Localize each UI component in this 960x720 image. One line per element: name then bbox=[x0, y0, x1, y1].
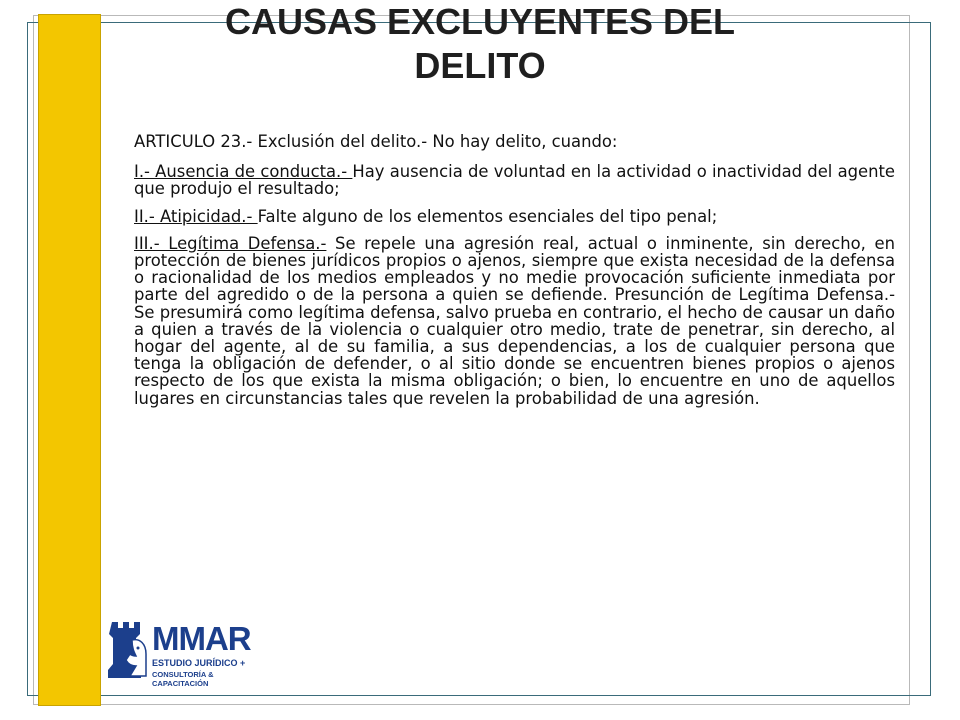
article-item-1-text: Hay ausencia de voluntad en la actividad o inactividad del agente que produjo el resultado; bbox=[134, 162, 895, 199]
logo-tagline-1: ESTUDIO JURÍDICO + bbox=[152, 658, 246, 668]
article-item-3-text: Se repele una agresión real, actual o inminente, sin derecho, en protección de bienes jurídicos propios o ajenos, siempre que exista necesidad de la defensa o racionalidad de los medios empleados y no medie provocación suficiente inmediata por parte del agredido o de la persona a quien se defiende. Presunción de Legítima Defensa.- Se presumirá como legítima defensa, salvo prueba en contrario, el hecho de causar un daño a quien a través de la violencia o cualquier otro medio, trate de penetrar, sin derecho, al hogar del agente, al de su familia, a sus dependencias, a los de cualquier persona que tenga la obligación de defender, o al sitio donde se encuentren bienes propios o ajenos respecto de los que exista la misma obligación; o bien, lo encuentre en uno de aquellos lugares en circunstancias tales que revelen la probabilidad de una agresión. bbox=[134, 233, 895, 408]
article-item-2-text: Falte alguno de los elementos esenciales del tipo penal; bbox=[257, 206, 718, 226]
article-body bbox=[134, 133, 895, 417]
slide-title-line2: DELITO bbox=[414, 45, 546, 86]
article-item-2-label: II.- Atipicidad.- bbox=[134, 206, 258, 226]
article-item-3-label: III.- Legítima Defensa.- bbox=[134, 233, 327, 253]
article-item-1-label: I.- Ausencia de conducta.- bbox=[134, 162, 353, 182]
slide-title bbox=[150, 0, 810, 88]
accent-side-bar bbox=[38, 14, 101, 706]
article-item-2 bbox=[134, 208, 895, 225]
article-item-3 bbox=[134, 235, 895, 407]
article-intro: ARTICULO 23.- Exclusión del delito.- No hay delito, cuando: bbox=[134, 132, 618, 151]
chess-rook-knight-icon bbox=[108, 620, 152, 686]
company-logo bbox=[108, 620, 260, 686]
article-item-1 bbox=[134, 163, 895, 197]
logo-wordmark: MMAR bbox=[152, 620, 251, 657]
logo-tagline-2: CONSULTORÍA & CAPACITACIÓN bbox=[152, 670, 214, 688]
slide-title-line1: CAUSAS EXCLUYENTES DEL bbox=[224, 1, 736, 42]
